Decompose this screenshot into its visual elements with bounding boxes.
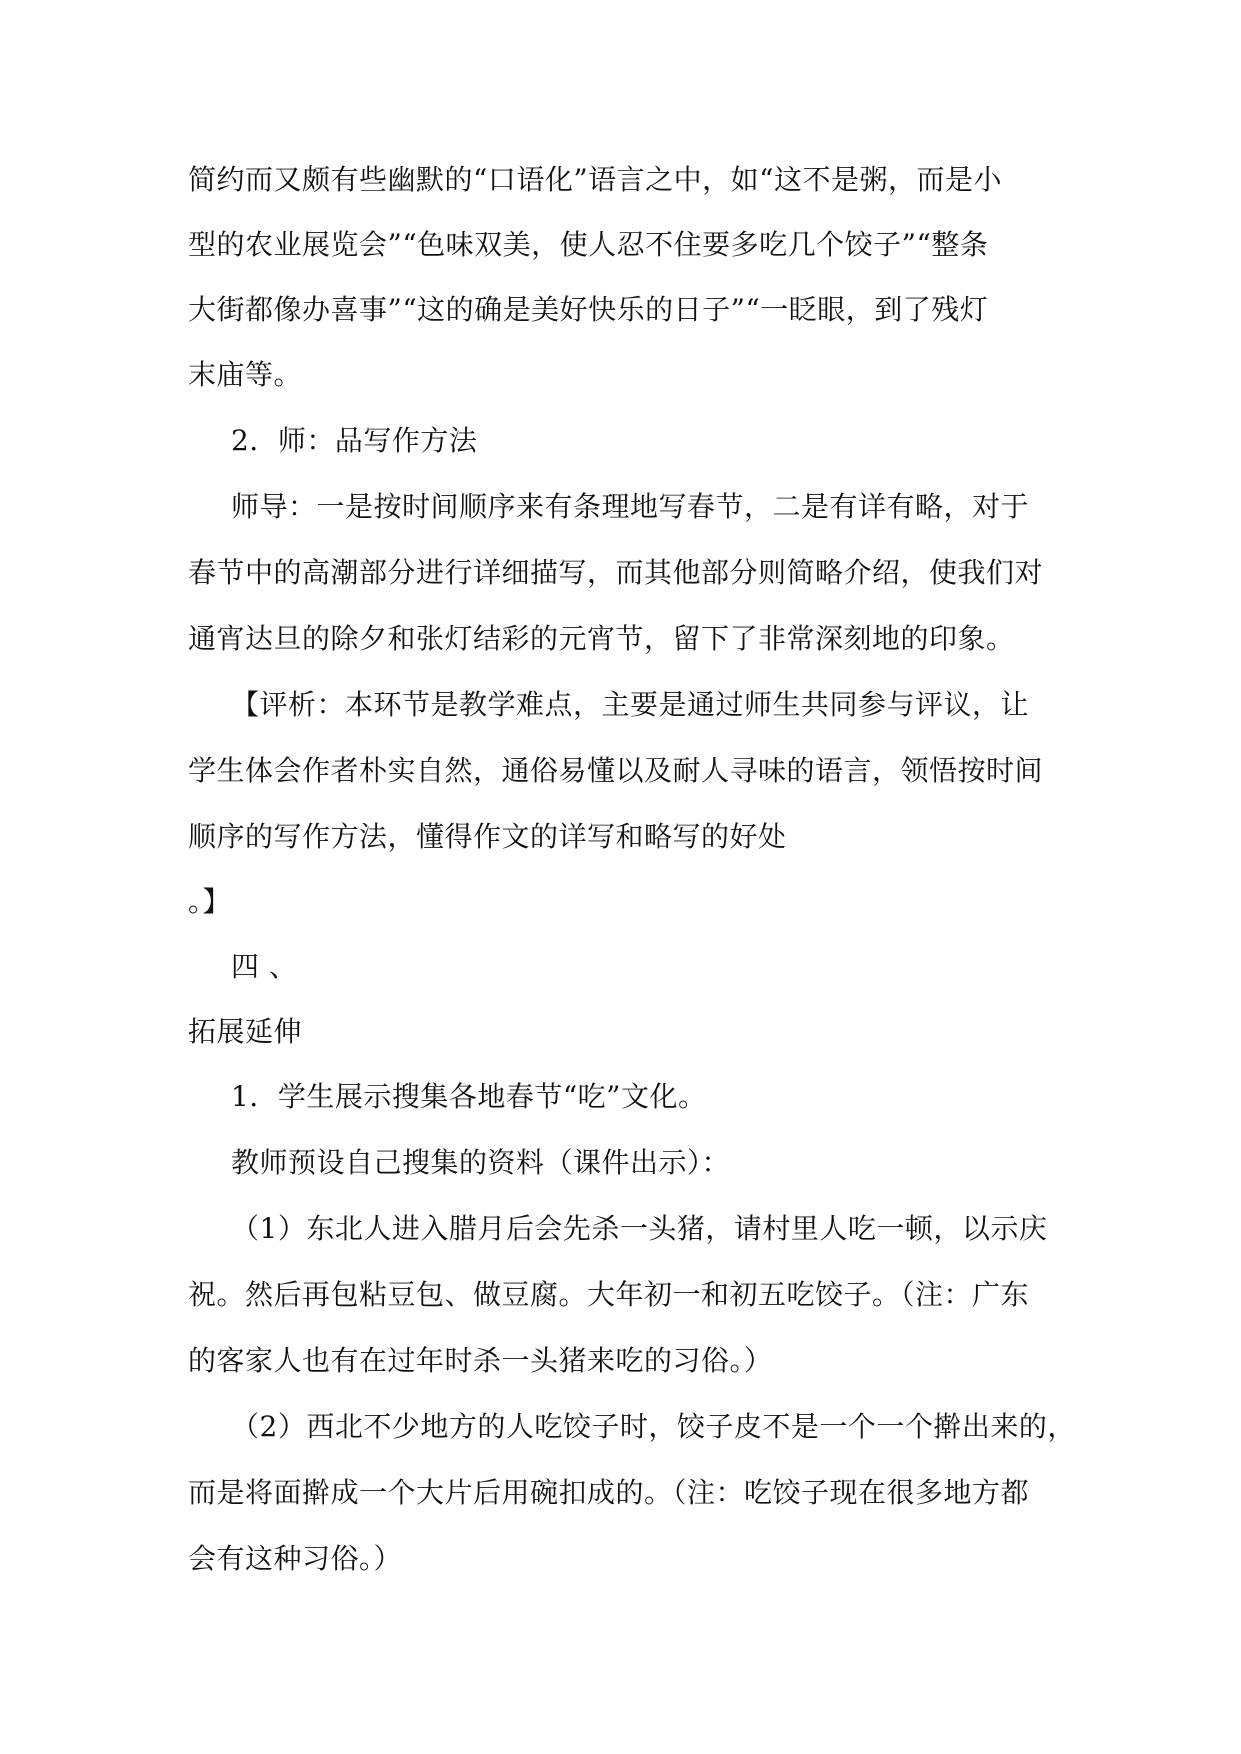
example-line: 会有这种习俗。） [188, 1542, 403, 1575]
section-number: 四 、 [231, 950, 298, 983]
paragraph-line: 师导：一是按时间顺序来有条理地写春节，二是有详有略，对于 [231, 490, 1030, 523]
analysis-line: 【评析：本环节是教学难点，主要是通过师生共同参与评议，让 [231, 688, 1030, 721]
paragraph-line: 春节中的高潮部分进行详细描写，而其他部分则简略介绍，使我们对 [188, 556, 1044, 589]
section-title: 拓展延伸 [188, 1015, 303, 1048]
list-item: 1．学生展示搜集各地春节“吃”文化。 [231, 1080, 707, 1113]
example-line: （1）东北人进入腊月后会先杀一头猪，请村里人吃一顿，以示庆 [231, 1212, 1048, 1245]
example-line: 的客家人也有在过年时杀一头猪来吃的习俗。） [188, 1344, 773, 1377]
section-heading: 2．师：品写作方法 [231, 424, 478, 457]
example-line: 祝。然后再包粘豆包、做豆腐。大年初一和初五吃饺子。（注：广东 [188, 1278, 1030, 1311]
paragraph-line: 简约而又颇有些幽默的“口语化”语言之中，如“这不是粥，而是小 [188, 163, 1002, 196]
paragraph-line: 型的农业展览会”“色味双美，使人忍不住要多吃几个饺子”“整条 [188, 228, 989, 261]
paragraph-line: 末庙等。 [188, 358, 303, 391]
paragraph-line: 教师预设自己搜集的资料（课件出示）： [231, 1146, 731, 1179]
paragraph-line: 大街都像办喜事”“这的确是美好快乐的日子”“一眨眼，到了残灯 [188, 293, 989, 326]
paragraph-line: 通宵达旦的除夕和张灯结彩的元宵节，留下了非常深刻地的印象。 [188, 622, 1015, 655]
analysis-line: 学生体会作者朴实自然，通俗易懂以及耐人寻味的语言，领悟按时间 [188, 754, 1044, 787]
example-line: （2）西北不少地方的人吃饺子时，饺子皮不是一个一个擀出来的， [231, 1410, 1076, 1443]
example-line: 而是将面擀成一个大片后用碗扣成的。（注：吃饺子现在很多地方都 [188, 1476, 1030, 1509]
analysis-line: 顺序的写作方法，懂得作文的详写和略写的好处 [188, 820, 787, 853]
analysis-line: 。】 [188, 885, 232, 918]
